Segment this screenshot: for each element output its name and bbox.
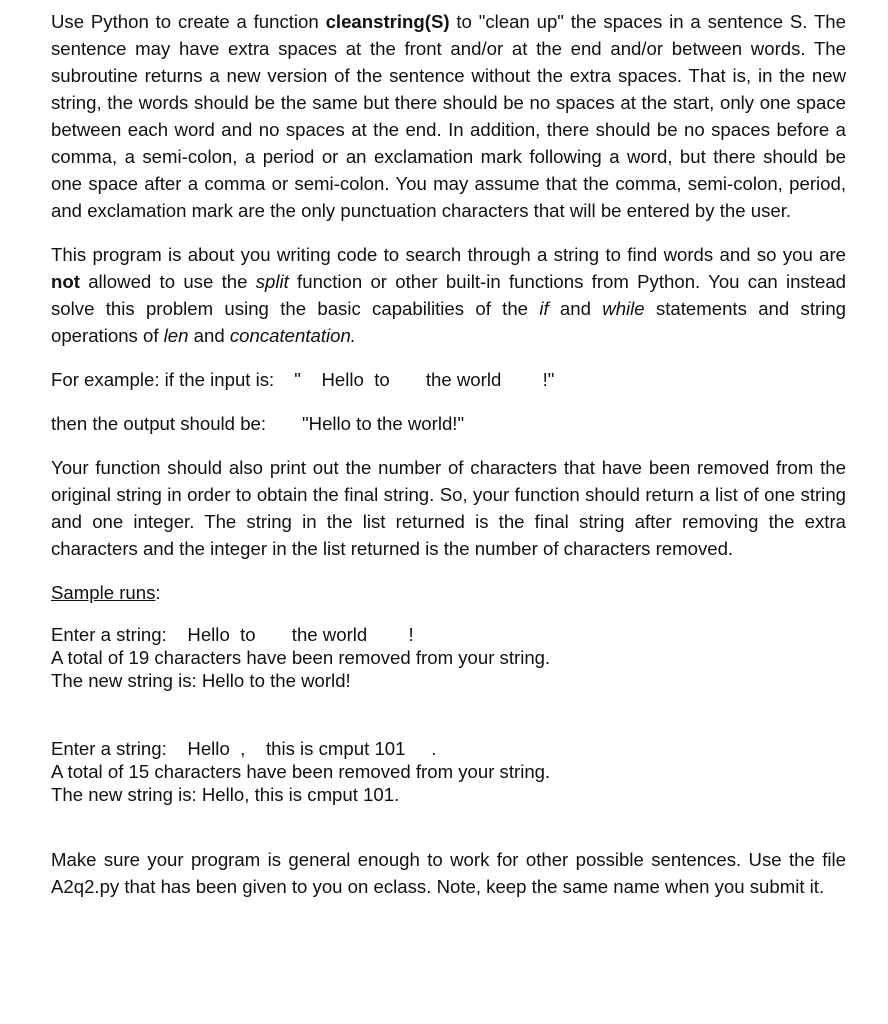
constraints-text-2: allowed to use the xyxy=(79,271,256,292)
term-while: while xyxy=(602,298,645,319)
sample-runs-colon: : xyxy=(155,582,161,603)
function-name: cleanstring(S) xyxy=(325,11,450,32)
run1-result: The new string is: Hello to the world! xyxy=(51,670,351,691)
example-input-label: For example: if the input is: xyxy=(51,369,275,390)
intro-text-1: Use Python to create a function xyxy=(51,11,326,32)
constraints-text-5: statements and string operations of xyxy=(51,298,846,346)
example-output-label: then the output should be: xyxy=(51,413,267,434)
term-split: split xyxy=(255,271,289,292)
run2-total: A total of 15 characters have been removed from your string. xyxy=(51,761,551,782)
run1-total: A total of 19 characters have been removed from your string. xyxy=(51,647,551,668)
constraints-text-1: This program is about you writing code to search through a string to find words and so you are xyxy=(51,244,846,265)
emphasis-not: not xyxy=(51,271,80,292)
example-input-line xyxy=(51,366,846,393)
example-input-value: " Hello to the world !" xyxy=(294,369,555,390)
sample-runs-heading xyxy=(51,579,846,606)
sample-run-2 xyxy=(51,737,846,806)
output-description-paragraph: Your function should also print out the number of characters that have been removed from the original string in order to obtain the final string. So, your function should return a list of one string and one integer. The string in the list returned is the final string after removing the extra characters and the integer in the list returned is the number of characters removed. xyxy=(51,457,846,559)
run2-prompt: Enter a string: Hello , this is cmput 101 . xyxy=(51,738,437,759)
sample-run-1 xyxy=(51,623,846,692)
constraints-text-4: and xyxy=(548,298,603,319)
intro-paragraph xyxy=(51,8,846,224)
run2-result: The new string is: Hello, this is cmput 101. xyxy=(51,784,400,805)
intro-text-2: to "clean up" the spaces in a sentence S. The sentence may have extra spaces at the front and/or at the end and/or between words. The subroutine returns a new version of the sentence without the extra spaces. That is, in the new string, the words should be the same but there should be no spaces at the start, only one space between each word and no spaces at the end. In addition, there should be no spaces before a comma, a semi-colon, a period or an exclamation mark following a word, but there should be one space after a comma or semi-colon. You may assume that the comma, semi-colon, period, and exclamation mark are the only punctuation characters that will be entered by the user. xyxy=(51,11,846,221)
constraints-text-3: function or other built-in functions from Python. You can instead solve this problem using the basic capabilities of the xyxy=(51,271,847,319)
constraints-paragraph xyxy=(51,241,846,349)
document-page xyxy=(51,8,846,900)
example-output-line xyxy=(51,410,846,437)
example-output-value: "Hello to the world!" xyxy=(302,413,465,434)
sample-runs-title: Sample runs xyxy=(51,582,156,603)
term-if: if xyxy=(539,298,549,319)
final-paragraph: Make sure your program is general enough to work for other possible sentences. Use the file A2q2.py that has been given to you on eclass. Note, keep the same name when you submit it. xyxy=(51,849,846,897)
term-len: len xyxy=(163,325,189,346)
term-concatenation: concatentation. xyxy=(229,325,356,346)
constraints-text-6: and xyxy=(188,325,230,346)
run1-prompt: Enter a string: Hello to the world ! xyxy=(51,624,414,645)
